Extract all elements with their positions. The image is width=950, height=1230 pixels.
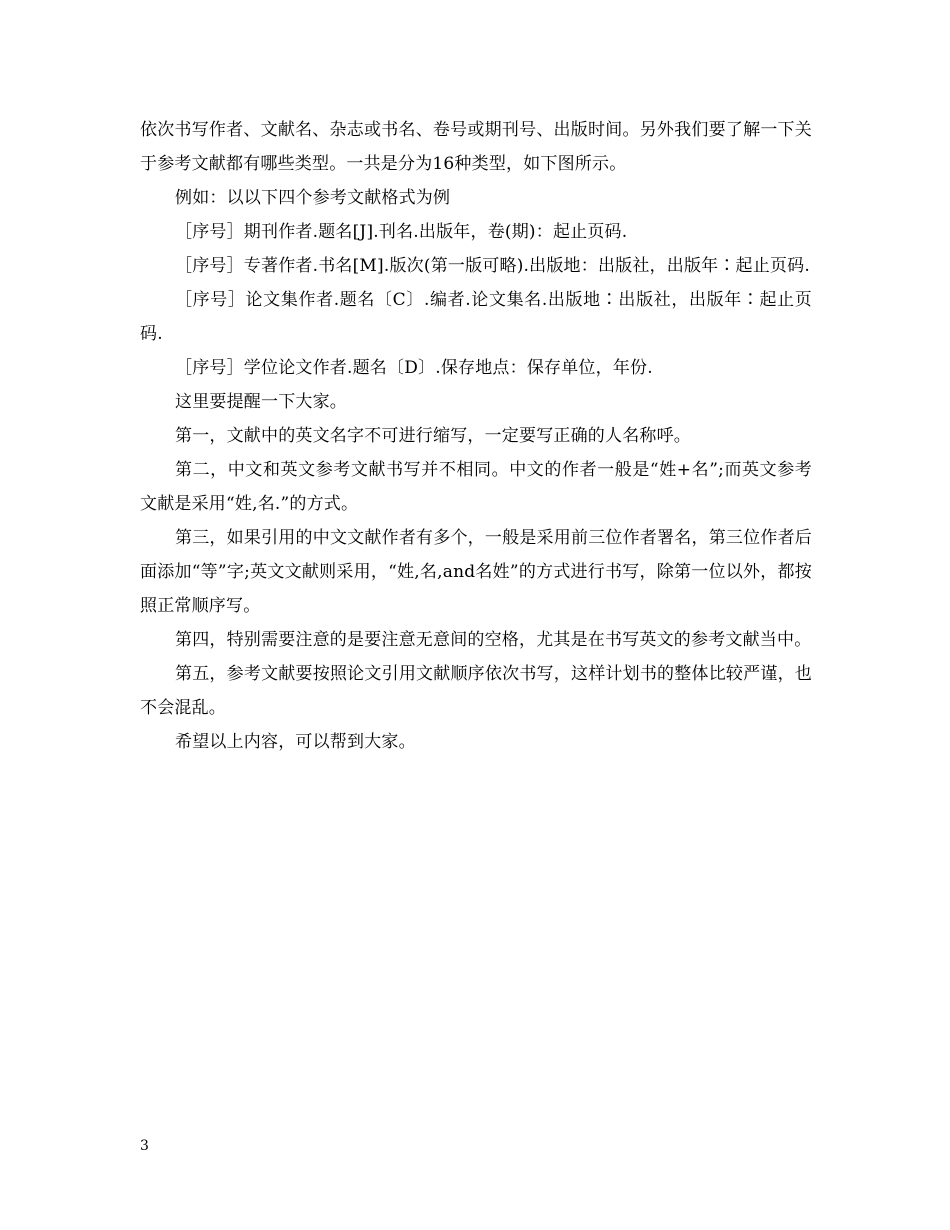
paragraph-journal-format: ［序号］期刊作者.题名[J].刊名.出版年，卷(期)：起止页码. xyxy=(175,222,628,242)
paragraph-thesis-format: ［序号］学位论文作者.题名〔D〕.保存地点：保存单位，年份. xyxy=(175,358,653,378)
paragraph-example-lead: 例如：以以下四个参考文献格式为例 xyxy=(175,188,451,208)
paragraph-monograph-format: ［序号］专著作者.书名[M].版次(第一版可略).出版地：出版社，出版年∶起止页码. xyxy=(175,256,810,276)
paragraph-reminder: 这里要提醒一下大家。 xyxy=(175,392,347,412)
paragraph-proceedings-format: ［序号］论文集作者.题名〔C〕.编者.论文集名.出版地∶出版社，出版年∶起止页码. xyxy=(140,290,812,344)
paragraph-point-3: 第三，如果引用的中文文献作者有多个，一般是采用前三位作者署名，第三位作者后面添加“等”字;英文文献则采用，“姓,名,and名姓”的方式进行书写，除第一位以外，都按照正常顺序写。 xyxy=(140,528,812,616)
paragraph-closing: 希望以上内容，可以帮到大家。 xyxy=(175,732,416,752)
paragraph-point-1: 第一，文献中的英文名字不可进行缩写，一定要写正确的人名称呼。 xyxy=(175,426,691,446)
page-number: 3 xyxy=(140,1138,149,1154)
paragraph-point-4: 第四，特别需要注意的是要注意无意间的空格，尤其是在书写英文的参考文献当中。 xyxy=(175,630,812,650)
page-body xyxy=(140,113,812,759)
paragraph-intro: 依次书写作者、文献名、杂志或书名、卷号或期刊号、出版时间。另外我们要了解一下关于参考文献都有哪些类型。一共是分为16种类型，如下图所示。 xyxy=(140,120,812,174)
paragraph-point-2: 第二，中文和英文参考文献书写并不相同。中文的作者一般是“姓+名”;而英文参考文献是采用“姓,名.”的方式。 xyxy=(140,460,812,514)
paragraph-point-5: 第五，参考文献要按照论文引用文献顺序依次书写，这样计划书的整体比较严谨，也不会混乱。 xyxy=(140,664,812,718)
